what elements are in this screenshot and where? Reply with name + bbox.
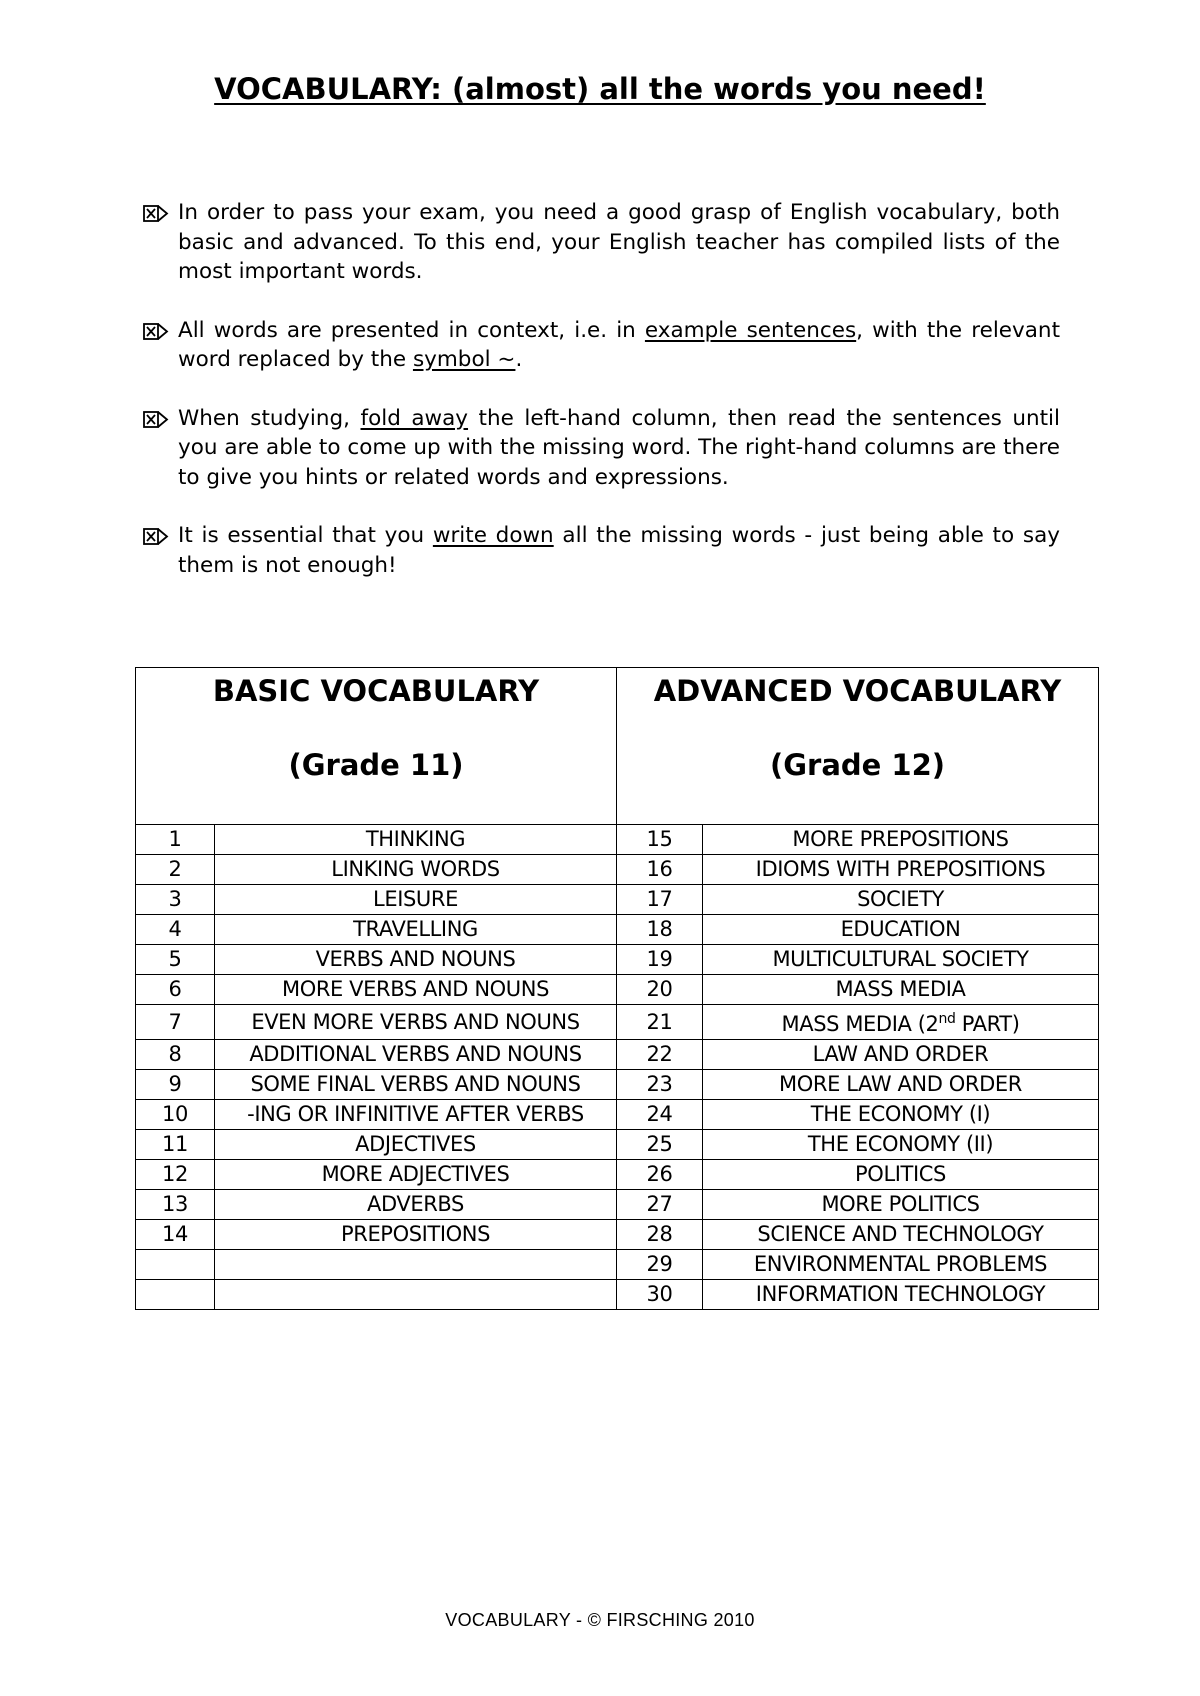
instruction-item (143, 316, 1060, 375)
instruction-item (143, 521, 1060, 580)
page-footer: VOCABULARY - © FIRSCHING 2010 (445, 1610, 755, 1630)
boxed-arrow-icon (143, 411, 169, 428)
unit-topic-cell: ADJECTIVES (215, 1130, 617, 1160)
instruction-text: All words are presented in context, i.e. in (178, 317, 645, 343)
unit-topic-cell: MORE PREPOSITIONS (703, 825, 1099, 855)
unit-number-cell: 21 (617, 1005, 703, 1040)
basic-vocabulary-header (136, 668, 617, 825)
unit-number-cell (136, 1280, 215, 1310)
unit-topic-cell: LEISURE (215, 885, 617, 915)
table-row (136, 1220, 1099, 1250)
unit-topic-cell: THE ECONOMY (II) (703, 1130, 1099, 1160)
vocabulary-table (135, 667, 1099, 1310)
instruction-text: all the missing words - just being able to say them is not enough! (178, 523, 1060, 578)
unit-number-cell: 29 (617, 1250, 703, 1280)
unit-topic-cell: MASS MEDIA (2nd PART) (703, 1005, 1099, 1040)
instruction-text: , with the relevant word replaced by the (178, 317, 1060, 372)
basic-grade: (Grade 11) (288, 748, 464, 782)
table-row (136, 855, 1099, 885)
unit-topic-cell: PREPOSITIONS (215, 1220, 617, 1250)
unit-topic-cell: MORE VERBS AND NOUNS (215, 975, 617, 1005)
boxed-arrow-icon (143, 528, 169, 545)
basic-heading: BASIC VOCABULARY (212, 674, 540, 708)
unit-topic-cell: VERBS AND NOUNS (215, 945, 617, 975)
unit-number-cell: 11 (136, 1130, 215, 1160)
unit-number-cell: 16 (617, 855, 703, 885)
unit-number-cell: 10 (136, 1100, 215, 1130)
unit-number-cell: 8 (136, 1040, 215, 1070)
underlined-phrase: fold away (360, 405, 469, 431)
unit-topic-cell: EDUCATION (703, 915, 1099, 945)
instruction-text: . (515, 347, 523, 372)
table-row (136, 975, 1099, 1005)
unit-topic-cell: ADDITIONAL VERBS AND NOUNS (215, 1040, 617, 1070)
table-row (136, 1005, 1099, 1040)
unit-topic-cell: -ING OR INFINITIVE AFTER VERBS (215, 1100, 617, 1130)
unit-number-cell: 24 (617, 1100, 703, 1130)
unit-topic-cell: THINKING (215, 825, 617, 855)
unit-number-cell: 5 (136, 945, 215, 975)
table-row (136, 1280, 1099, 1310)
unit-number-cell: 20 (617, 975, 703, 1005)
unit-number-cell: 23 (617, 1070, 703, 1100)
unit-topic-cell: THE ECONOMY (I) (703, 1100, 1099, 1130)
underlined-phrase: write down (432, 523, 554, 548)
unit-number-cell: 14 (136, 1220, 215, 1250)
underlined-phrase: symbol ~ (412, 347, 516, 372)
unit-number-cell: 25 (617, 1130, 703, 1160)
unit-number-cell: 22 (617, 1040, 703, 1070)
unit-number-cell (136, 1250, 215, 1280)
unit-number-cell: 28 (617, 1220, 703, 1250)
unit-topic-cell: INFORMATION TECHNOLOGY (703, 1280, 1099, 1310)
unit-number-cell: 12 (136, 1160, 215, 1190)
unit-number-cell: 3 (136, 885, 215, 915)
unit-number-cell: 18 (617, 915, 703, 945)
unit-number-cell: 17 (617, 885, 703, 915)
unit-topic-cell: SOCIETY (703, 885, 1099, 915)
unit-number-cell: 27 (617, 1190, 703, 1220)
instruction-text: When studying, (178, 405, 361, 431)
instructions-list (143, 198, 1060, 609)
unit-topic-cell (215, 1250, 617, 1280)
table-row (136, 1070, 1099, 1100)
unit-topic-cell: MULTICULTURAL SOCIETY (703, 945, 1099, 975)
unit-topic-cell: ENVIRONMENTAL PROBLEMS (703, 1250, 1099, 1280)
advanced-heading: ADVANCED VOCABULARY (653, 674, 1062, 708)
unit-number-cell: 13 (136, 1190, 215, 1220)
unit-number-cell: 9 (136, 1070, 215, 1100)
table-row (136, 1100, 1099, 1130)
unit-topic-cell: SCIENCE AND TECHNOLOGY (703, 1220, 1099, 1250)
instruction-text: It is essential that you (178, 523, 433, 548)
table-row (136, 945, 1099, 975)
boxed-arrow-icon (143, 205, 169, 222)
document-title: VOCABULARY: (almost) all the words you need! (214, 72, 986, 106)
unit-topic-cell: MORE ADJECTIVES (215, 1160, 617, 1190)
unit-number-cell: 1 (136, 825, 215, 855)
unit-topic-cell (215, 1280, 617, 1310)
table-row (136, 885, 1099, 915)
table-row (136, 915, 1099, 945)
unit-topic-cell: TRAVELLING (215, 915, 617, 945)
instruction-item (143, 198, 1060, 287)
advanced-grade: (Grade 12) (769, 748, 946, 782)
unit-topic-cell: MASS MEDIA (703, 975, 1099, 1005)
unit-topic-cell: MORE LAW AND ORDER (703, 1070, 1099, 1100)
unit-number-cell: 19 (617, 945, 703, 975)
table-row (136, 825, 1099, 855)
advanced-vocabulary-header (617, 668, 1099, 825)
unit-topic-cell: ADVERBS (215, 1190, 617, 1220)
unit-topic-cell: LINKING WORDS (215, 855, 617, 885)
table-row (136, 1190, 1099, 1220)
unit-topic-cell: SOME FINAL VERBS AND NOUNS (215, 1070, 617, 1100)
table-row (136, 1250, 1099, 1280)
boxed-arrow-icon (143, 323, 169, 340)
underlined-phrase: example sentences (644, 317, 857, 343)
unit-number-cell: 15 (617, 825, 703, 855)
instruction-text: In order to pass your exam, you need a good grasp of English vocabulary, both basic and advanced. To this end, your English teacher has compiled lists of the most important words. (178, 200, 1060, 284)
unit-number-cell: 2 (136, 855, 215, 885)
unit-number-cell: 26 (617, 1160, 703, 1190)
instruction-item (143, 404, 1060, 493)
instruction-text: the left-hand column, then read the sentences until you are able to come up with the missing word. The right-hand columns are there to give you hints or related words and expressions. (178, 405, 1060, 490)
table-row (136, 1040, 1099, 1070)
unit-number-cell: 7 (136, 1005, 215, 1040)
unit-topic-cell: LAW AND ORDER (703, 1040, 1099, 1070)
unit-topic-cell: POLITICS (703, 1160, 1099, 1190)
unit-number-cell: 6 (136, 975, 215, 1005)
unit-topic-cell: MORE POLITICS (703, 1190, 1099, 1220)
unit-number-cell: 4 (136, 915, 215, 945)
unit-number-cell: 30 (617, 1280, 703, 1310)
table-row (136, 1160, 1099, 1190)
table-row (136, 1130, 1099, 1160)
unit-topic-cell: EVEN MORE VERBS AND NOUNS (215, 1005, 617, 1040)
unit-topic-cell: IDIOMS WITH PREPOSITIONS (703, 855, 1099, 885)
